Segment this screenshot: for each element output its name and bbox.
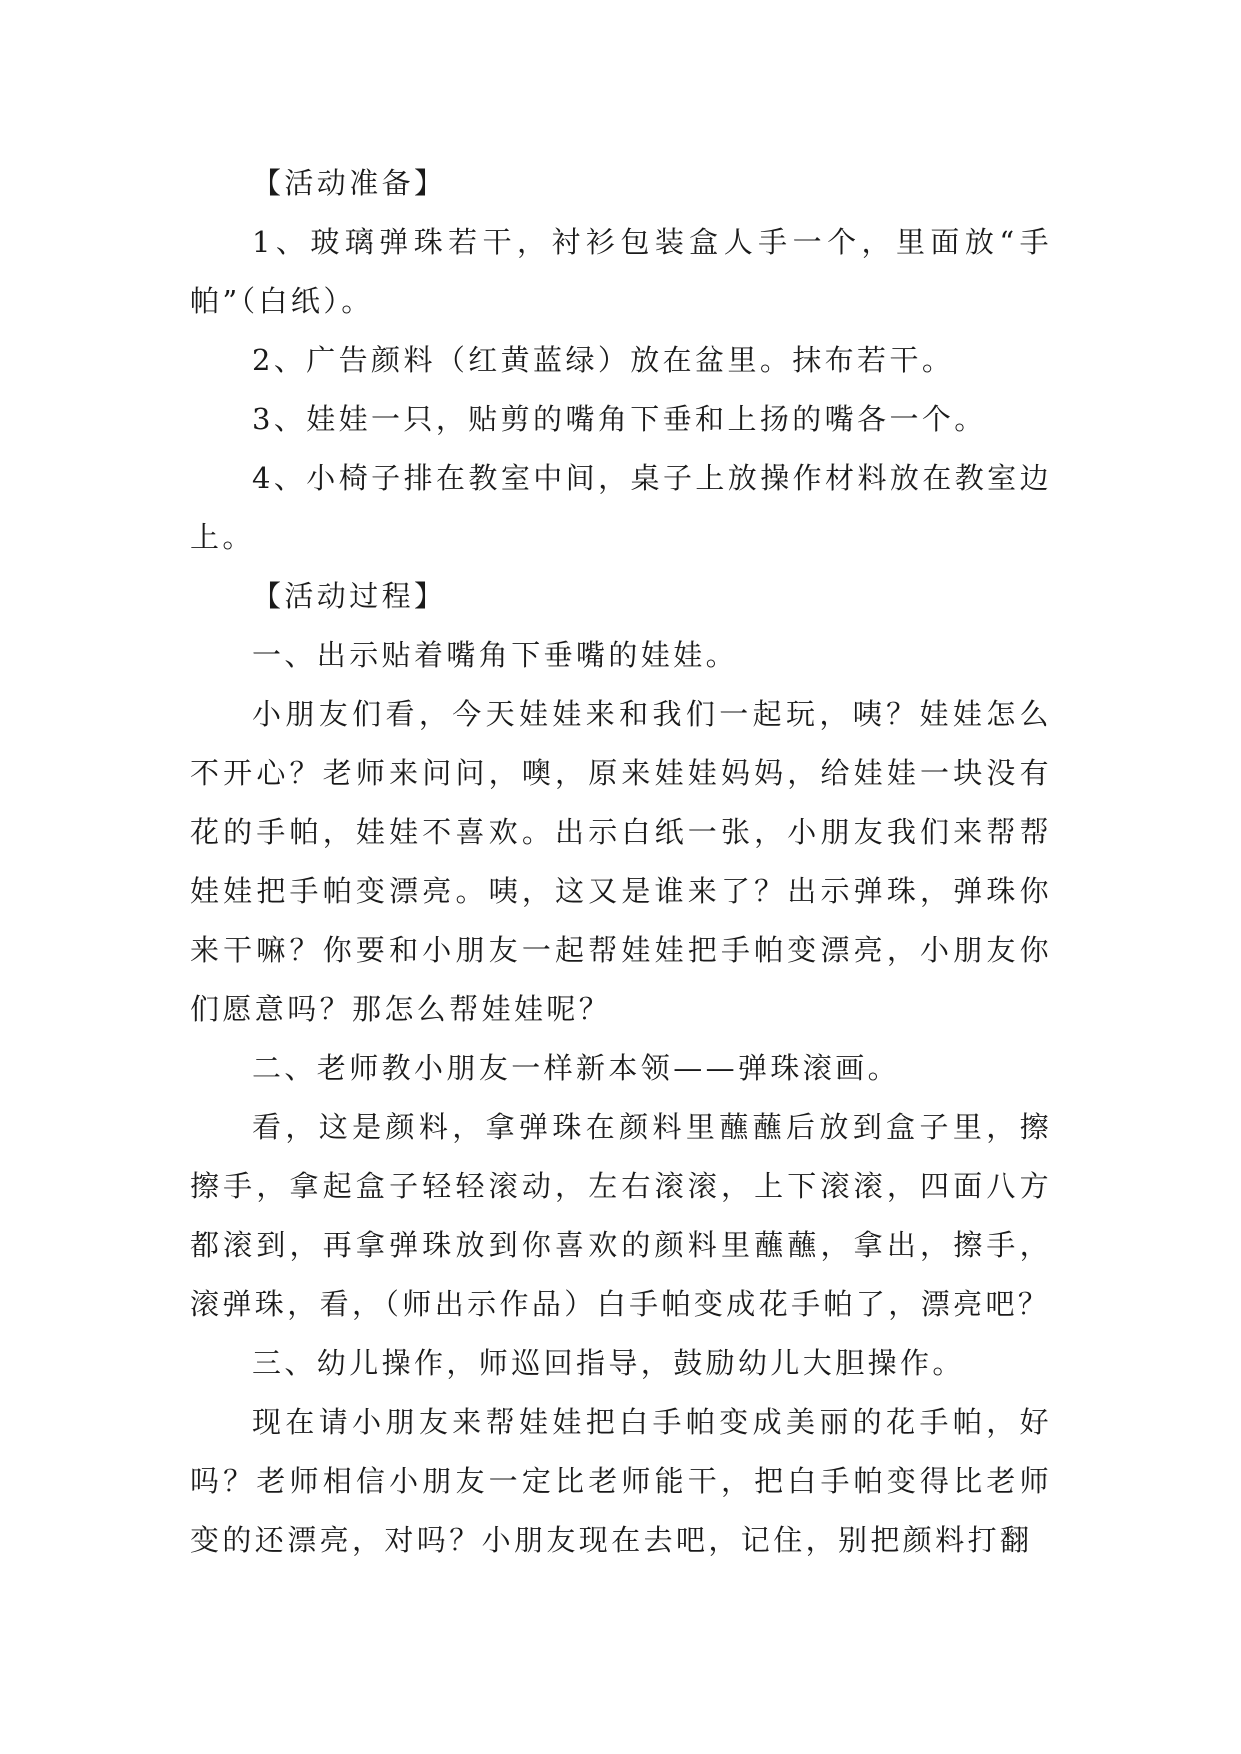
paragraph-step-3-title: 三、幼儿操作，师巡回指导，鼓励幼儿大胆操作。	[252, 1346, 965, 1380]
paragraph-material-2: 2、广告颜料（红黄蓝绿）放在盆里。抹布若干。	[252, 343, 955, 377]
paragraph-material-1: 1、玻璃弹珠若干，衬衫包装盒人手一个，里面放“手帕”（白纸）。	[190, 225, 1052, 318]
paragraph-step-2-body: 看，这是颜料，拿弹珠在颜料里蘸蘸后放到盒子里，擦擦手，拿起盒子轻轻滚动，左右滚滚，上下滚滚，四面八方都滚到，再拿弹珠放到你喜欢的颜料里蘸蘸，拿出，擦手，滚弹珠，看，（师出示作品）白手帕变成花手帕了，漂亮吧？	[190, 1110, 1052, 1321]
paragraph-material-4: 4、小椅子排在教室中间，桌子上放操作材料放在教室边上。	[190, 461, 1052, 554]
paragraph-material-3: 3、娃娃一只，贴剪的嘴角下垂和上扬的嘴各一个。	[252, 402, 987, 436]
document-body	[190, 154, 1052, 1570]
paragraph-step-1-body: 小朋友们看，今天娃娃来和我们一起玩，咦？娃娃怎么不开心？老师来问问，噢，原来娃娃妈妈，给娃娃一块没有花的手帕，娃娃不喜欢。出示白纸一张，小朋友我们来帮帮娃娃把手帕变漂亮。咦，这又是谁来了？出示弹珠，弹珠你来干嘛？你要和小朋友一起帮娃娃把手帕变漂亮，小朋友你们愿意吗？那怎么帮娃娃呢？	[190, 697, 1052, 1026]
paragraph-step-1-title: 一、出示贴着嘴角下垂嘴的娃娃。	[252, 638, 739, 672]
paragraph-step-2-title: 二、老师教小朋友一样新本领——弹珠滚画。	[252, 1051, 901, 1085]
heading-activity-preparation: 【活动准备】	[252, 166, 447, 200]
heading-activity-process: 【活动过程】	[252, 579, 447, 613]
paragraph-step-3-body: 现在请小朋友来帮娃娃把白手帕变成美丽的花手帕，好吗？老师相信小朋友一定比老师能干，把白手帕变得比老师变的还漂亮，对吗？小朋友现在去吧，记住，别把颜料打翻	[190, 1405, 1052, 1557]
